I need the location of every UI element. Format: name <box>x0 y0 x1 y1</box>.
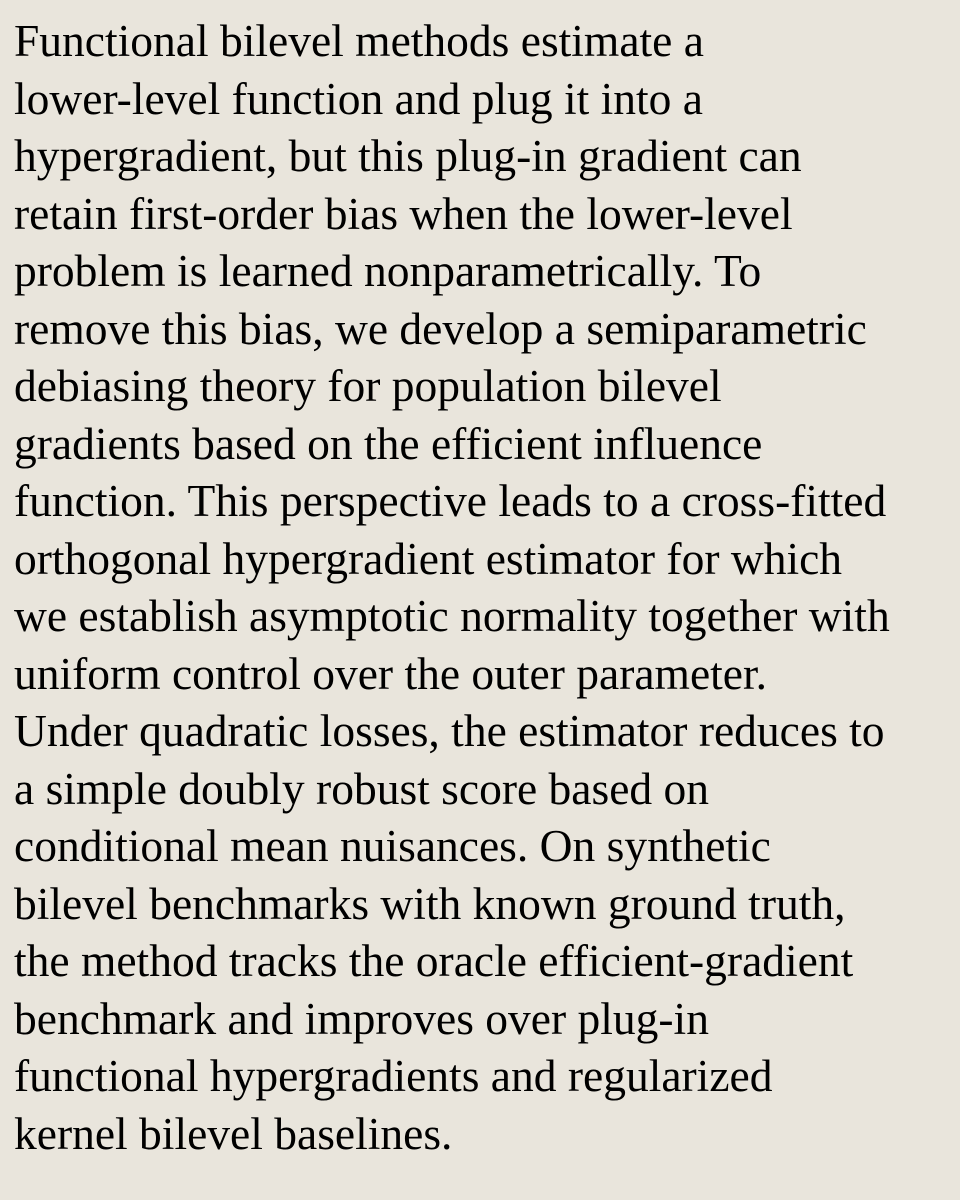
abstract-line: conditional mean nuisances. On synthetic <box>14 820 771 871</box>
abstract-line: function. This perspective leads to a cross-fitted <box>14 475 887 526</box>
abstract-line: retain first-order bias when the lower-level <box>14 187 793 239</box>
abstract-line: lower-level function and plug it into a <box>14 72 703 124</box>
abstract-line: kernel bilevel baselines. <box>14 1107 453 1159</box>
abstract-line: the method tracks the oracle efficient-gradient <box>14 935 854 986</box>
abstract-line: Under quadratic losses, the estimator reduces to <box>14 705 885 756</box>
abstract-line: hypergradient, but this plug-in gradient can <box>14 130 802 181</box>
abstract-line: a simple doubly robust score based on <box>14 762 710 814</box>
abstract-line: remove this bias, we develop a semiparametric <box>14 302 867 354</box>
abstract-line: problem is learned nonparametrically. To <box>14 245 762 296</box>
abstract-line: orthogonal hypergradient estimator for which <box>14 532 843 584</box>
abstract-line: Functional bilevel methods estimate a <box>14 15 704 66</box>
abstract-line: we establish asymptotic normality together with <box>14 590 890 641</box>
abstract-line: uniform control over the outer parameter. <box>14 647 767 699</box>
abstract-line: debiasing theory for population bilevel <box>14 360 722 411</box>
abstract-text <box>0 12 960 1162</box>
abstract-line: benchmark and improves over plug-in <box>14 992 709 1044</box>
abstract-line: bilevel benchmarks with known ground truth, <box>14 877 846 929</box>
abstract-line: gradients based on the efficient influence <box>14 417 763 469</box>
abstract-line: functional hypergradients and regularized <box>14 1050 773 1101</box>
